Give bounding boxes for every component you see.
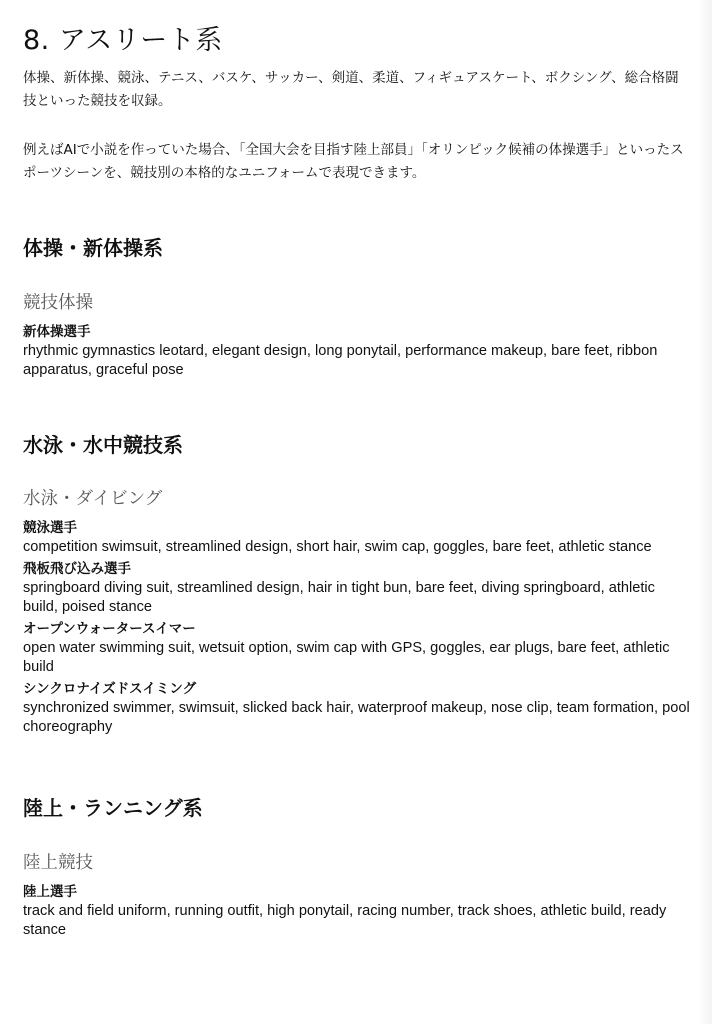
entry-prompt: track and field uniform, running outfit, high ponytail, racing number, track shoes, athletic build, ready stance [23,903,667,938]
entry-prompt: synchronized swimmer, swimsuit, slicked back hair, waterproof makeup, nose clip, team formation, pool choreography [23,700,690,735]
entry-prompt: springboard diving suit, streamlined design, hair in tight bun, bare feet, diving springboard, athletic build, poised stance [23,580,655,615]
list-item [23,560,691,617]
section-heading-gymnastics: 体操・新体操系 [23,236,163,260]
list-item [23,323,691,380]
page-edge-shadow [698,0,712,1024]
entry-name: 競泳選手 [23,520,77,536]
entry-list-gymnastics [23,323,691,383]
entry-list-track [23,883,691,943]
intro-paragraph-2: 例えばAIで小説を作っていた場合、「全国大会を目指す陸上部員」「オリンピック候補の体操選手」といったスポーツシーンを、競技別の本格的なユニフォームで表現できます。 [23,142,684,181]
subsection-heading-swimming-diving: 水泳・ダイビング [23,489,163,509]
entry-name: 陸上選手 [23,884,77,900]
entry-prompt: open water swimming suit, wetsuit option, swim cap with GPS, goggles, ear plugs, bare feet, athletic build [23,640,670,675]
entry-prompt: rhythmic gymnastics leotard, elegant design, long ponytail, performance makeup, bare feet, ribbon apparatus, graceful pose [23,343,658,378]
entry-name: シンクロナイズドスイミング [23,681,197,697]
entry-name: オープンウォータースイマー [23,621,196,637]
section-heading-track: 陸上・ランニング系 [23,796,203,820]
intro-paragraph-1: 体操、新体操、競泳、テニス、バスケ、サッカー、剣道、柔道、フィギュアスケート、ボクシング、総合格闘技といった競技を収録。 [23,70,679,109]
entry-name: 飛板飛び込み選手 [23,561,131,577]
list-item [23,519,691,557]
entry-list-swimming [23,519,691,740]
entry-prompt: competition swimsuit, streamlined design, short hair, swim cap, goggles, bare feet, athletic stance [23,539,652,555]
list-item [23,620,691,677]
page-title: 8. アスリート系 [23,25,223,56]
section-heading-swimming: 水泳・水中競技系 [23,433,183,457]
list-item [23,883,691,940]
entry-name: 新体操選手 [23,324,91,340]
subsection-heading-track-field: 陸上競技 [23,853,93,873]
list-item [23,680,691,737]
subsection-heading-artistic-gymnastics: 競技体操 [23,293,93,313]
